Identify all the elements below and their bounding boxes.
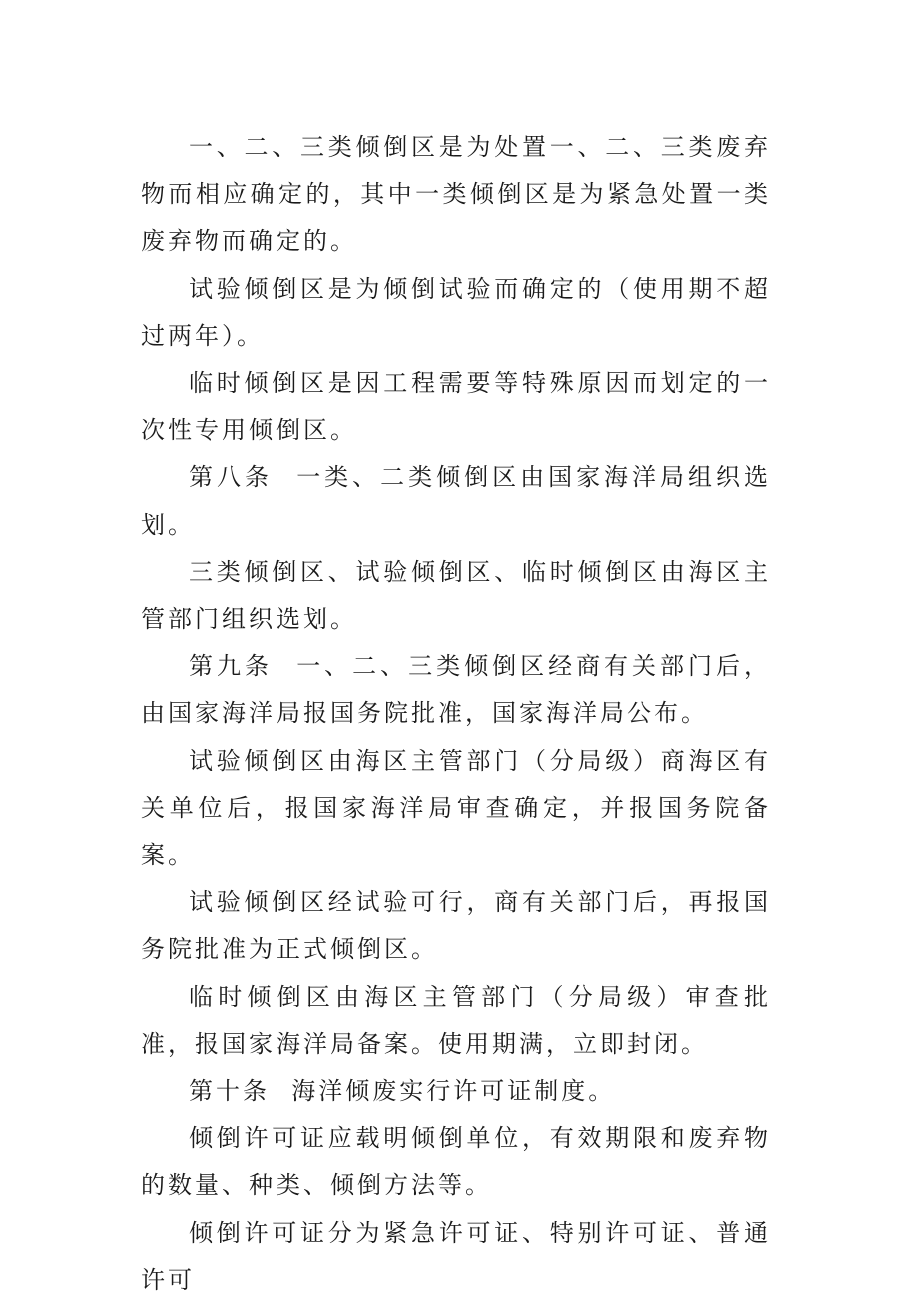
paragraph-2: 试验倾倒区是为倾倒试验而确定的（使用期不超过两年）。 [141, 274, 771, 350]
article-10-paragraph: 第十条 海洋倾废实行许可证制度。 [189, 1077, 616, 1106]
paragraph-9: 临时倾倒区由海区主管部门（分局级）审查批准，报国家海洋局备案。使用期满，立即封闭。 [141, 982, 771, 1058]
paragraph-12: 倾倒许可证分为紧急许可证、特别许可证、普通许可 [141, 1218, 771, 1294]
article-8-paragraph: 第八条 一类、二类倾倒区由国家海洋局组织选划。 [141, 463, 771, 539]
document-body [141, 124, 771, 1304]
paragraph-1: 一、二、三类倾倒区是为处置一、二、三类废弃物而相应确定的，其中一类倾倒区是为紧急处置一类废弃物而确定的。 [141, 133, 771, 256]
paragraph-7: 试验倾倒区由海区主管部门（分局级）商海区有关单位后，报国家海洋局审查确定，并报国务院备案。 [141, 746, 771, 870]
paragraph-3: 临时倾倒区是因工程需要等特殊原因而划定的一次性专用倾倒区。 [141, 369, 771, 445]
paragraph-11: 倾倒许可证应载明倾倒单位，有效期限和废弃物的数量、种类、倾倒方法等。 [141, 1124, 771, 1200]
paragraph-5: 三类倾倒区、试验倾倒区、临时倾倒区由海区主管部门组织选划。 [141, 557, 771, 634]
article-9-paragraph: 第九条 一、二、三类倾倒区经商有关部门后，由国家海洋局报国务院批准，国家海洋局公布。 [141, 652, 771, 728]
paragraph-8: 试验倾倒区经试验可行，商有关部门后，再报国务院批准为正式倾倒区。 [141, 888, 771, 964]
